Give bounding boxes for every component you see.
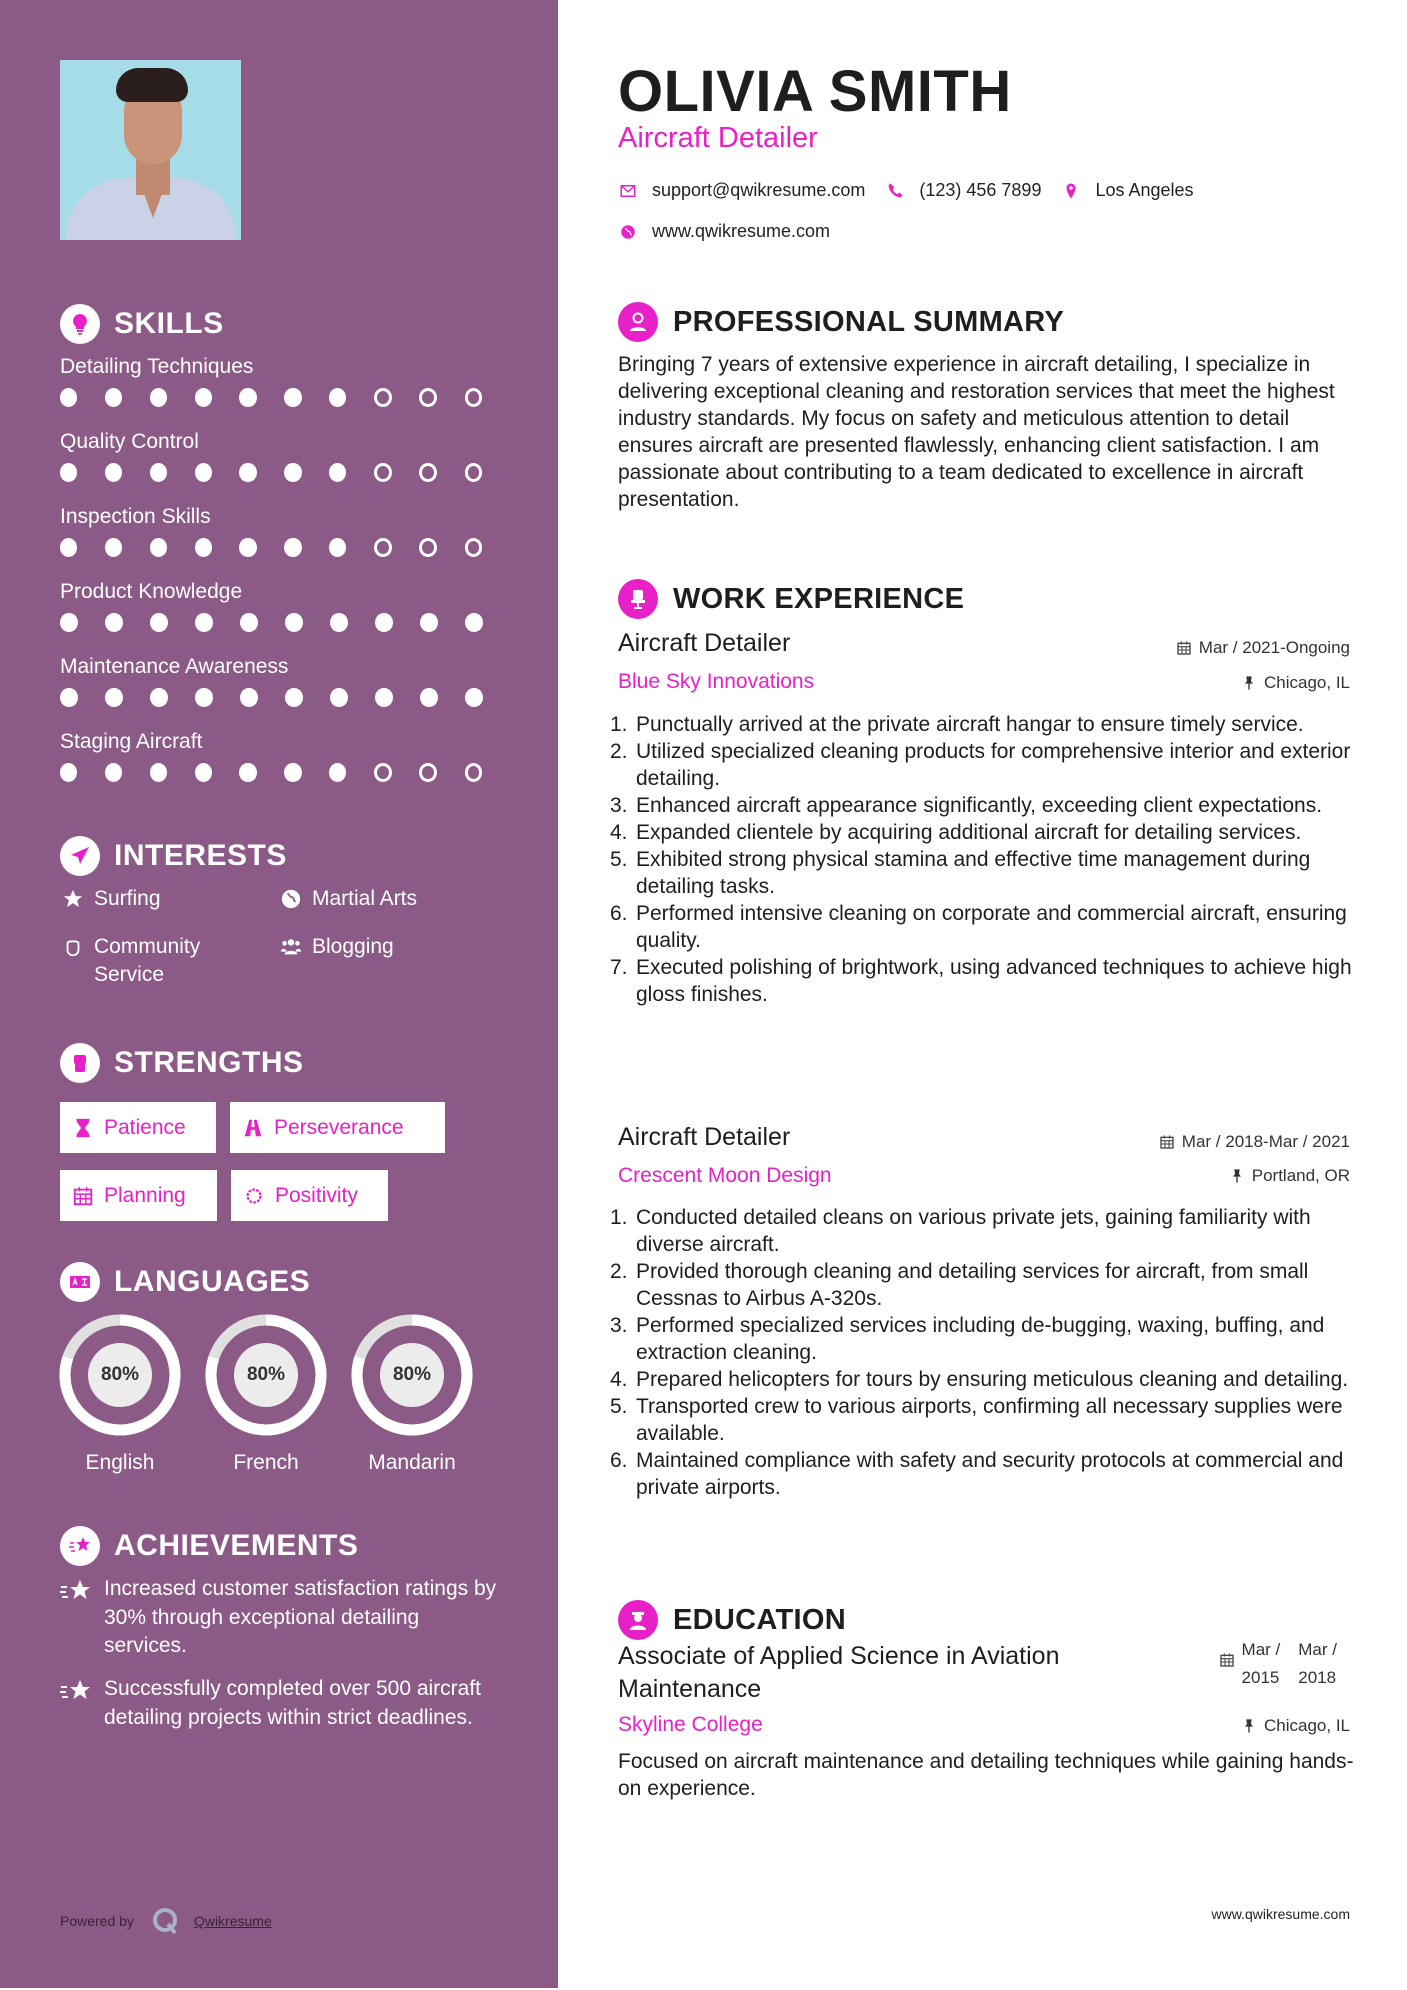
star-icon [60, 885, 86, 910]
globe-icon [618, 222, 638, 242]
lightbulb-icon [60, 304, 100, 344]
sidebar [0, 0, 558, 1988]
duty-item: 6. Maintained compliance with safety and security protocols at commercial and private airports. [610, 1449, 1344, 1499]
language-item: 80% Mandarin [350, 1313, 474, 1475]
calendar-icon [1159, 1134, 1175, 1150]
footer-url[interactable]: www.qwikresume.com [1211, 1906, 1350, 1922]
envelope-icon [618, 181, 638, 201]
hand-icon [60, 933, 86, 958]
job-title: Aircraft Detailer [618, 1123, 791, 1151]
interest-item: Surfing [60, 885, 161, 913]
strength-chip: Perseverance [230, 1102, 445, 1153]
duty-item: 2. Utilized specialized cleaning products for comprehensive interior and exterior detailing. [610, 740, 1351, 790]
achievements-heading: ACHIEVEMENTS [60, 1526, 358, 1566]
skill-item [60, 427, 510, 482]
pushpin-icon [1229, 1168, 1245, 1184]
education-heading: EDUCATION [618, 1600, 846, 1640]
duty-item: 5. Transported crew to various airports, confirming all necessary supplies were available. [610, 1395, 1343, 1445]
job-dates: Mar / 2018-Mar / 2021 [1159, 1132, 1350, 1152]
skills-heading: SKILLS [60, 304, 224, 344]
job-dates: Mar / 2021-Ongoing [1176, 638, 1350, 658]
duty-item: 4. Expanded clientele by acquiring additional aircraft for detailing services. [610, 821, 1302, 844]
languages-heading: LANGUAGES [60, 1262, 310, 1302]
skill-label: Maintenance Awareness [60, 655, 289, 678]
office-chair-icon [618, 579, 658, 619]
duty-item: 2. Provided thorough cleaning and detailing services for aircraft, from small Cessnas to Airbus A-320s. [610, 1260, 1309, 1310]
duty-item: 1. Conducted detailed cleans on various private jets, gaining familiarity with diverse aircraft. [610, 1206, 1311, 1256]
contact-row [618, 180, 1194, 201]
duty-item: 7. Executed polishing of brightwork, using advanced techniques to achieve high gloss finishes. [610, 956, 1352, 1006]
strength-chip: Positivity [231, 1170, 388, 1221]
graduate-icon [618, 1600, 658, 1640]
translate-icon [60, 1262, 100, 1302]
website-row [618, 221, 830, 242]
duty-item: 1. Punctually arrived at the private aircraft hangar to ensure timely service. [610, 713, 1304, 736]
duty-item: 3. Enhanced aircraft appearance significantly, exceeding client expectations. [610, 794, 1323, 817]
achievement-item: Successfully completed over 500 aircraft detailing projects within strict deadlines. [60, 1675, 500, 1732]
interest-item: Martial Arts [278, 885, 417, 913]
shooting-star-icon [60, 1526, 100, 1566]
calendar-icon [1219, 1652, 1235, 1668]
company-name: Crescent Moon Design [618, 1164, 832, 1187]
skill-item [60, 502, 510, 557]
strength-chip: Planning [60, 1170, 217, 1221]
skill-item [60, 652, 510, 707]
language-progress-ring: 80% [204, 1313, 328, 1437]
interest-item: Blogging [278, 933, 394, 961]
users-icon [278, 933, 304, 958]
education-location: Chicago, IL [1241, 1716, 1350, 1736]
calendar-icon [72, 1185, 94, 1207]
language-progress-ring: 80% [350, 1313, 474, 1437]
shooting-star-icon [60, 1575, 92, 1661]
phone-number: (123) 456 7899 [919, 180, 1042, 200]
duties-list [610, 1204, 1370, 1501]
qwikresume-link[interactable]: Qwikresume [193, 1913, 272, 1929]
work-heading: WORK EXPERIENCE [618, 579, 964, 619]
email-link[interactable]: support@qwikresume.com [652, 180, 866, 200]
fist-icon [60, 1043, 100, 1083]
skill-rating [60, 688, 510, 707]
user-icon [618, 302, 658, 342]
location: Los Angeles [1095, 180, 1194, 200]
shooting-star-icon [60, 1675, 92, 1732]
pushpin-icon [1241, 675, 1257, 691]
skill-label: Inspection Skills [60, 505, 211, 528]
job-location: Portland, OR [1229, 1166, 1350, 1186]
map-pin-icon [1061, 181, 1081, 201]
skill-rating [60, 388, 510, 407]
powered-by: Powered by Qwikresume [60, 1906, 272, 1936]
job-location: Chicago, IL [1241, 673, 1350, 693]
duty-item: 4. Prepared helicopters for tours by ensuring meticulous cleaning and detailing. [610, 1368, 1349, 1391]
skill-label: Product Knowledge [60, 580, 243, 603]
strengths-heading: STRENGTHS [60, 1043, 304, 1083]
skill-rating [60, 463, 510, 482]
skill-rating [60, 613, 510, 632]
duties-list [610, 711, 1370, 1008]
qwikresume-logo-icon [150, 1906, 180, 1936]
achievement-item: Increased customer satisfaction ratings by 30% through exceptional detailing services. [60, 1575, 500, 1661]
strength-chip: Patience [60, 1102, 216, 1153]
calendar-icon [1176, 640, 1192, 656]
skill-item [60, 577, 510, 632]
school-name: Skyline College [618, 1713, 763, 1736]
duty-item: 3. Performed specialized services including de-bugging, waxing, buffing, and extraction cleaning. [610, 1314, 1325, 1364]
pushpin-icon [1241, 1718, 1257, 1734]
profile-photo [60, 60, 241, 240]
language-item: 80% French [204, 1313, 328, 1475]
degree-title: Associate of Applied Science in Aviation Maintenance [618, 1642, 1060, 1703]
duty-item: 5. Exhibited strong physical stamina and effective time management during detailing tasks. [610, 848, 1311, 898]
language-item: 80% English [58, 1313, 182, 1475]
skill-label: Quality Control [60, 430, 199, 453]
skill-label: Detailing Techniques [60, 355, 254, 378]
paper-plane-icon [60, 836, 100, 876]
interests-heading: INTERESTS [60, 836, 287, 876]
road-icon [242, 1117, 264, 1139]
phone-icon [885, 181, 905, 201]
skill-label: Staging Aircraft [60, 730, 203, 753]
duty-item: 6. Performed intensive cleaning on corporate and commercial aircraft, ensuring quality. [610, 902, 1347, 952]
sun-icon [243, 1185, 265, 1207]
skill-rating [60, 538, 510, 557]
skill-item [60, 727, 510, 782]
skill-rating [60, 763, 510, 782]
education-description: Focused on aircraft maintenance and detailing techniques while gaining hands-on experience. [618, 1750, 1354, 1800]
job-title: Aircraft Detailer [618, 629, 791, 657]
globe-icon [278, 885, 304, 910]
summary-heading: PROFESSIONAL SUMMARY [618, 302, 1064, 342]
education-dates: Mar / 2015 Mar / 2018 [1219, 1636, 1337, 1692]
candidate-title: Aircraft Detailer [618, 122, 818, 154]
skill-item [60, 352, 510, 407]
summary-text: Bringing 7 years of extensive experience in aircraft detailing, I specialize in delivering exceptional cleaning and restoration services that meet the highest industry standards. My focus on safety and meticulous attention to detail ensures aircraft are presented flawlessly, enhancing client satisfaction. I am passionate about contributing to a team dedicated to excellence in aircraft presentation. [618, 353, 1335, 511]
interest-item: Community Service [60, 933, 200, 989]
candidate-name: OLIVIA SMITH [618, 59, 1012, 124]
company-name: Blue Sky Innovations [618, 670, 815, 693]
main-content [558, 0, 1407, 1990]
website-link[interactable]: www.qwikresume.com [652, 221, 831, 241]
hourglass-icon [72, 1117, 94, 1139]
language-progress-ring: 80% [58, 1313, 182, 1437]
